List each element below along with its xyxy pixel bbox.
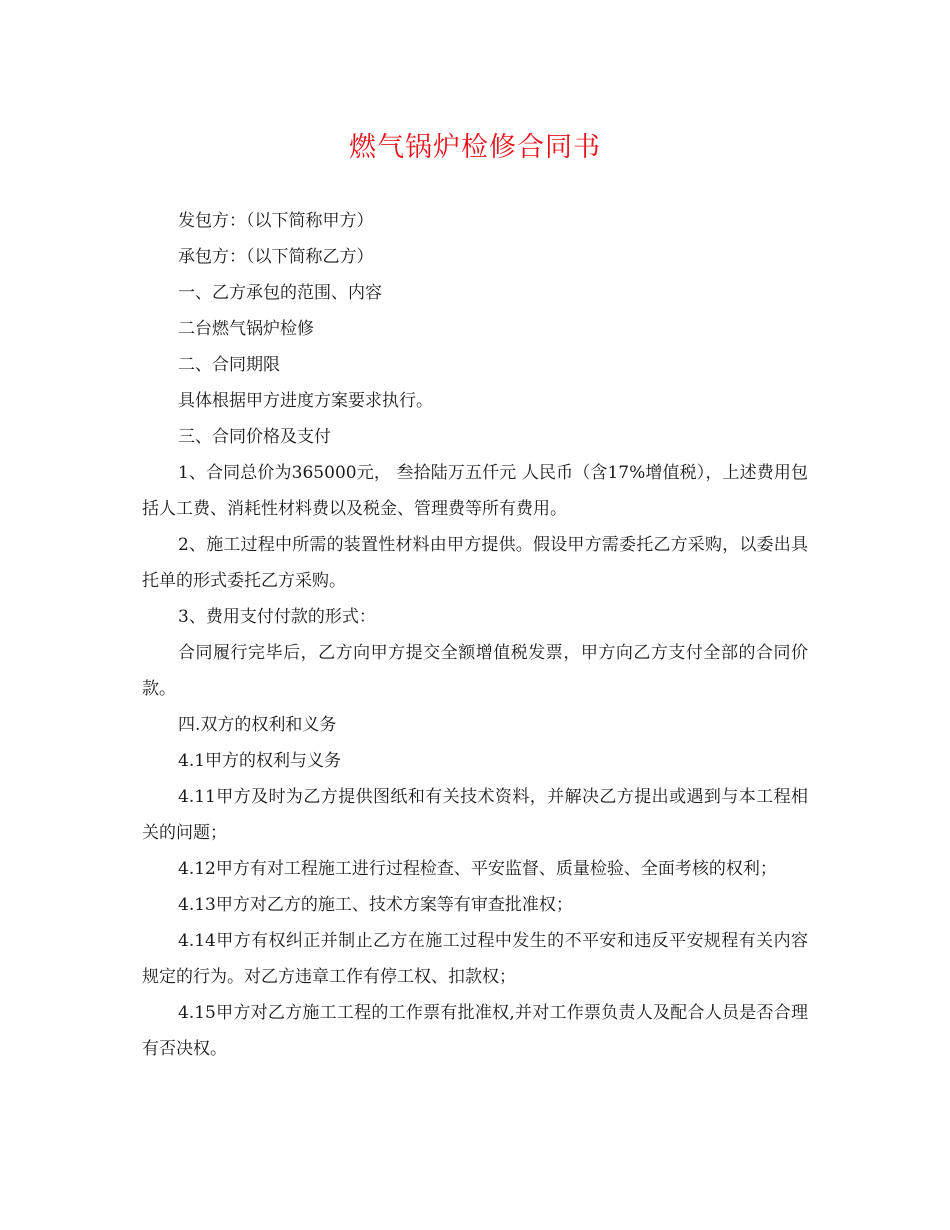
section-heading-term: 二、合同期限 — [178, 355, 280, 375]
paragraph-term: 具体根据甲方进度方案要求执行。 — [178, 391, 433, 411]
paragraph-price-3: 3、费用支付付款的形式： — [178, 607, 376, 627]
paragraph-price-1: 1、合同总价为365000元， 叁拾陆万五仟元 人民币（含17%增值税），上述费用包括人工费、消耗性材料费以及税金、管理费等所有费用。 — [142, 463, 808, 519]
document-body — [142, 203, 808, 1067]
paragraph-payment: 合同履行完毕后，乙方向甲方提交全额增值税发票，甲方向乙方支付全部的合同价款。 — [142, 643, 808, 699]
clause-4-12: 4.12甲方有对工程施工进行过程检查、平安监督、质量检验、全面考核的权利； — [178, 859, 777, 879]
clause-4-15: 4.15甲方对乙方施工工程的工作票有批准权,并对工作票负责人及配合人员是否合理有否决权。 — [142, 1003, 808, 1059]
subsection-heading-party-a: 4.1甲方的权利与义务 — [178, 751, 342, 771]
paragraph-scope: 二台燃气锅炉检修 — [178, 319, 314, 339]
paragraph-price-2: 2、施工过程中所需的装置性材料由甲方提供。假设甲方需委托乙方采购，以委出具托单的形式委托乙方采购。 — [142, 535, 808, 591]
clause-4-13: 4.13甲方对乙方的施工、技术方案等有审查批准权； — [178, 895, 573, 915]
document-title: 燃气锅炉检修合同书 — [349, 132, 601, 163]
paragraph-contractor: 发包方：（以下简称甲方） — [178, 211, 374, 231]
section-heading-scope: 一、乙方承包的范围、内容 — [178, 283, 382, 303]
clause-4-14: 4.14甲方有权纠正并制止乙方在施工过程中发生的不平安和违反平安规程有关内容规定的行为。对乙方违章工作有停工权、扣款权； — [142, 931, 808, 987]
paragraph-contractee: 承包方：（以下简称乙方） — [178, 247, 374, 267]
clause-4-11: 4.11甲方及时为乙方提供图纸和有关技术资料，并解决乙方提出或遇到与本工程相关的问题； — [142, 787, 808, 843]
section-heading-price: 三、合同价格及支付 — [178, 427, 331, 447]
section-heading-rights: 四.双方的权利和义务 — [178, 715, 337, 735]
